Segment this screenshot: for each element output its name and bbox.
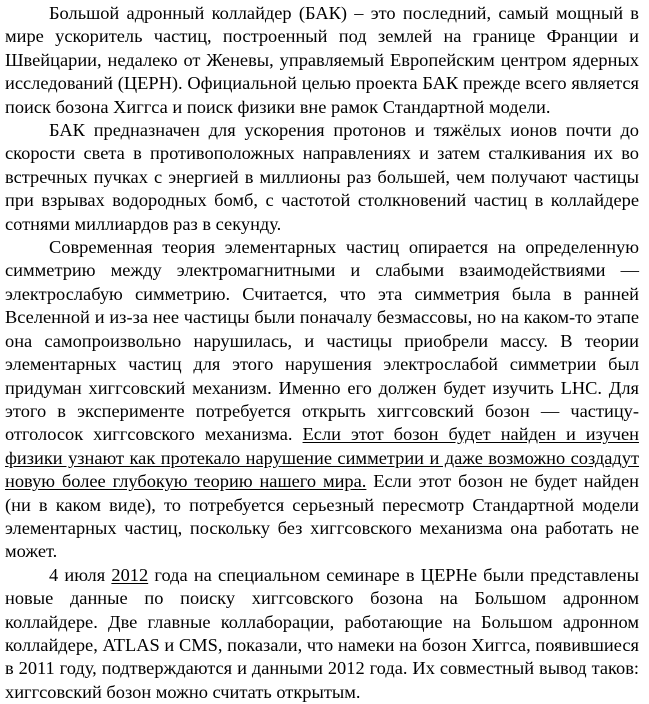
underlined-year-link[interactable]: 2012 — [111, 564, 149, 585]
paragraph-electroweak-symmetry-text-after: Если этот бозон не будет найден (ни в каком виде), то потребуется серьезный пересмотр Стандартной модели элементарных частиц, поскольку без хиггсовского механизма она работать не может. — [5, 471, 639, 562]
paragraph-lhc-purpose — [5, 119, 639, 236]
paragraph-lhc-purpose-text: БАК предназначен для ускорения протонов и тяжёлых ионов почти до скорости света в противоположных направлениях и затем сталкивания их во встречных пучках с энергией в миллионы раз большей, чем получают частицы при взрывах водородных бомб, с частотой столкновений частиц в коллайдере сотнями миллиардов раз в секунду. — [5, 120, 639, 234]
paragraph-higgs-discovery-text-before: 4 июля — [49, 564, 112, 585]
paragraph-lhc-intro-text: Большой адронный коллайдер (БАК) – это последний, самый мощный в мире ускоритель частиц, построенный под землей на границе Франции и Швейцарии, недалеко от Женевы, управляемый Европейским центром ядерных исследований (ЦЕРН). Официальной целью проекта БАК прежде всего является поиск бозона Хиггса и поиск физики вне рамок Стандартной модели. — [5, 3, 639, 117]
paragraph-higgs-discovery-text-after: года на специальном семинаре в ЦЕРНе были представлены новые данные по поиску хиггсовского бозона на Большом адронном коллайдере. Две главные коллаборации, работающие на Большом адронном коллайдере, ATLAS и CMS, показали, что намеки на бозон Хиггса, появившиеся в 2011 году, подтверждаются и данными 2012 года. Их совместный вывод таков: хиггсовский бозон можно считать открытым. — [5, 564, 640, 702]
paragraph-electroweak-symmetry-text-before: Современная теория элементарных частиц опирается на определенную симметрию между электромагнитными и слабыми взаимодействиями — электрослабую симметрию. Считается, что эта симметрия была в ранней Вселенной и из-за нее частицы были поначалу безмассовы, но на каком-то этапе она самопроизвольно нарушилась, и частицы приобрели массу. В теории элементарных частиц для этого нарушения электрослабой симметрии был придуман хиггсовский механизм. Именно его должен будет изучить LHC. Для этого в эксперименте потребуется открыть хиггсовский бозон — частицу-отголосок хиггсовского механизма. — [5, 237, 639, 445]
paragraph-higgs-discovery — [5, 564, 639, 704]
paragraph-lhc-intro — [5, 2, 639, 119]
underlined-higgs-statement: Если этот бозон будет найден и изучен физики узнают как протекало нарушение симметрии и даже возможно создадут новую более глубокую теорию нашего мира. — [5, 424, 639, 492]
paragraph-electroweak-symmetry — [5, 236, 639, 564]
